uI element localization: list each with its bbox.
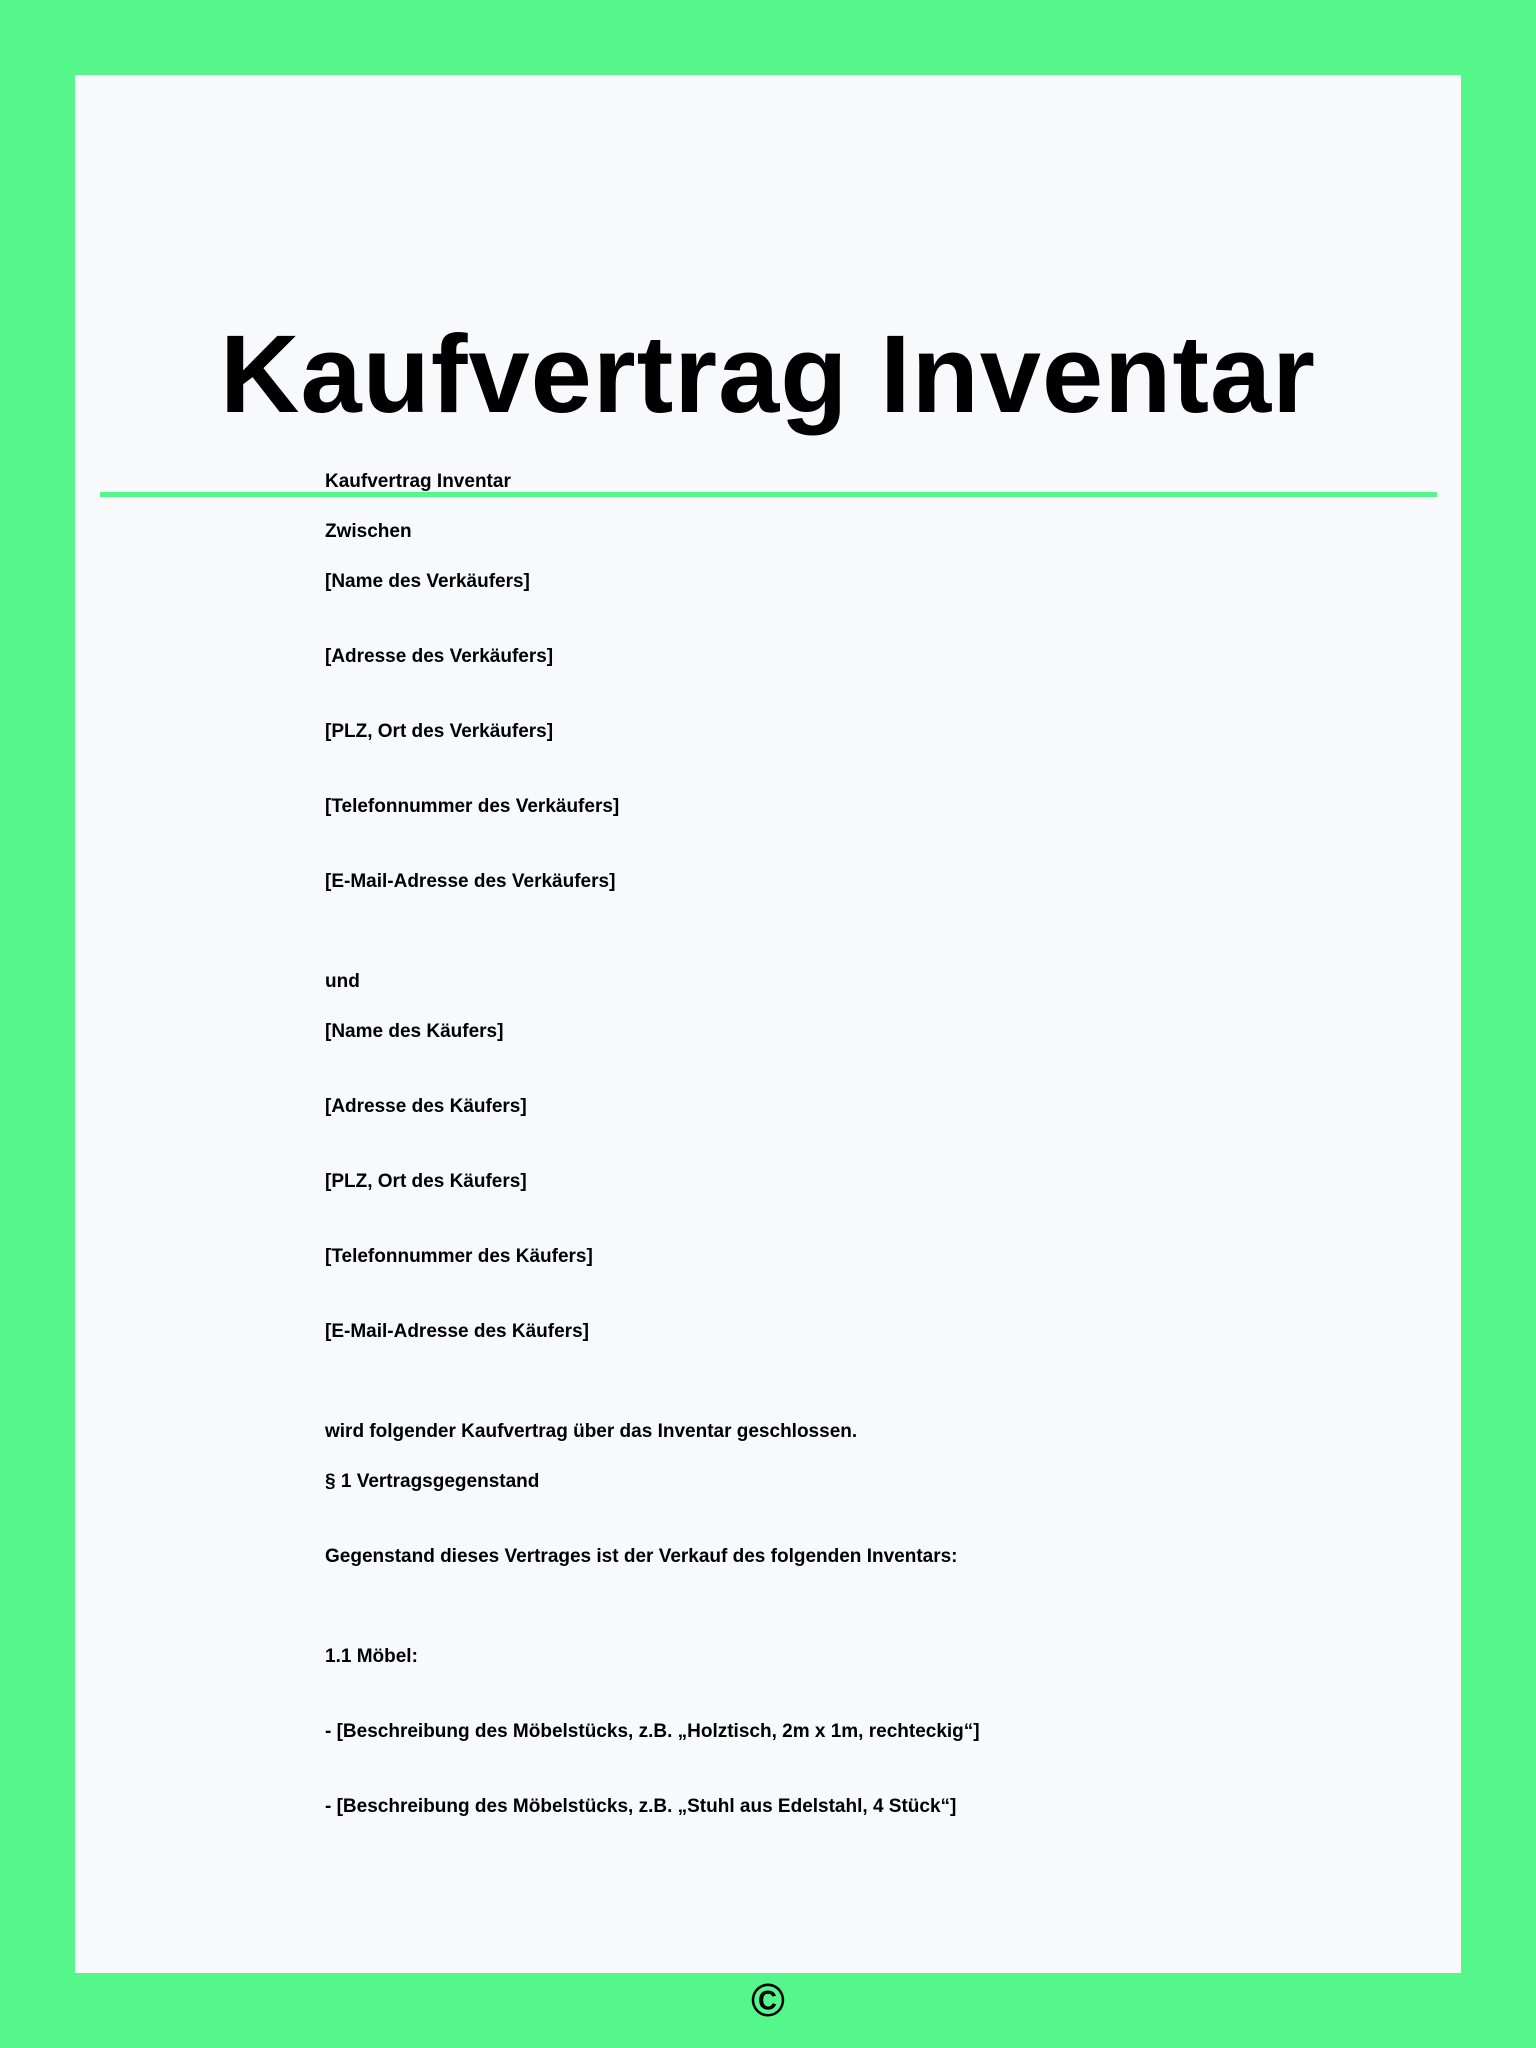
- section-1-heading: § 1 Vertragsgegenstand: [325, 1471, 540, 1492]
- seller-postal-city: [PLZ, Ort des Verkäufers]: [325, 721, 554, 742]
- seller-phone: [Telefonnummer des Verkäufers]: [325, 796, 620, 817]
- and-label: und: [325, 971, 360, 992]
- section-1-text: Gegenstand dieses Vertrages ist der Verkauf des folgenden Inventars:: [325, 1546, 958, 1567]
- buyer-name: [Name des Käufers]: [325, 1021, 504, 1042]
- buyer-email: [E-Mail-Adresse des Käufers]: [325, 1321, 589, 1342]
- seller-email: [E-Mail-Adresse des Verkäufers]: [325, 871, 616, 892]
- title-divider: [100, 492, 1437, 497]
- contract-heading: Kaufvertrag Inventar: [325, 471, 511, 492]
- copyright-icon: ©: [751, 1974, 785, 2026]
- seller-address: [Adresse des Verkäufers]: [325, 646, 554, 667]
- seller-name: [Name des Verkäufers]: [325, 571, 530, 592]
- furniture-item: - [Beschreibung des Möbelstücks, z.B. „Holztisch, 2m x 1m, rechteckig“]: [325, 1721, 980, 1742]
- buyer-postal-city: [PLZ, Ort des Käufers]: [325, 1171, 527, 1192]
- buyer-phone: [Telefonnummer des Käufers]: [325, 1246, 593, 1267]
- contract-intro: wird folgender Kaufvertrag über das Inventar geschlossen.: [325, 1421, 858, 1442]
- between-label: Zwischen: [325, 521, 412, 542]
- furniture-heading: 1.1 Möbel:: [325, 1646, 418, 1667]
- document-title: Kaufvertrag Inventar: [220, 313, 1316, 436]
- furniture-item: - [Beschreibung des Möbelstücks, z.B. „Stuhl aus Edelstahl, 4 Stück“]: [325, 1796, 957, 1817]
- document-page: [75, 75, 1461, 2026]
- buyer-address: [Adresse des Käufers]: [325, 1096, 527, 1117]
